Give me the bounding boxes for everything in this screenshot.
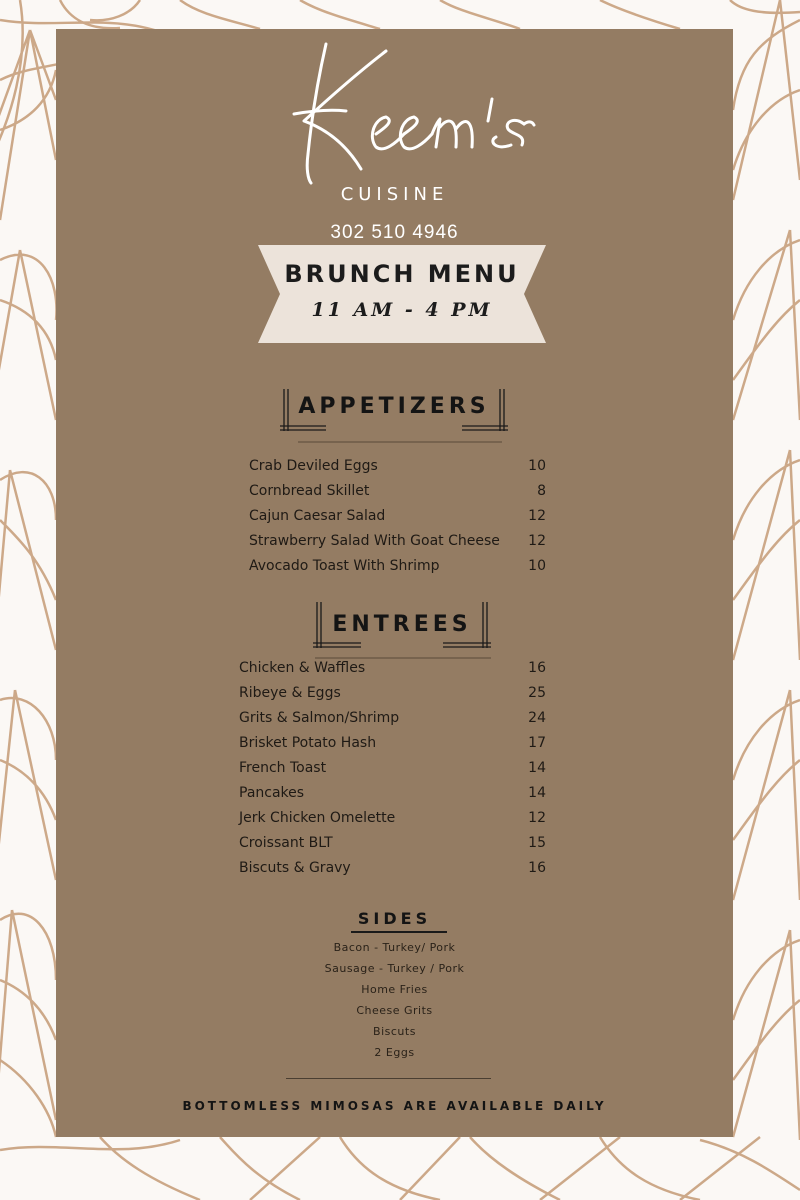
- phone-number: 302 510 4946: [330, 222, 459, 243]
- menu-item-row: [239, 756, 546, 781]
- menu-item-name: Cajun Caesar Salad: [249, 508, 386, 524]
- menu-item-name: Biscuts & Gravy: [239, 860, 351, 876]
- menu-item-name: Cornbread Skillet: [249, 483, 370, 499]
- menu-item-row: [249, 479, 546, 504]
- menu-item-row: [249, 504, 546, 529]
- side-item: Bacon - Turkey/ Pork: [333, 941, 456, 954]
- brand-subtitle: CUISINE: [340, 184, 449, 205]
- menu-item-price: 10: [528, 558, 546, 574]
- menu-item-price: 12: [528, 810, 546, 826]
- menu-item-row: [239, 856, 546, 881]
- side-item: Cheese Grits: [356, 1004, 433, 1017]
- entrees-header: [313, 602, 491, 660]
- menu-item-name: Avocado Toast With Shrimp: [249, 558, 440, 574]
- menu-item-price: 12: [528, 508, 546, 524]
- menu-item-price: 17: [528, 735, 546, 751]
- menu-item-price: 24: [528, 710, 546, 726]
- menu-item-row: [239, 681, 546, 706]
- appetizers-list: [249, 454, 546, 579]
- sides-list: [56, 937, 733, 1063]
- footer-divider: [286, 1078, 491, 1079]
- menu-item-price: 15: [528, 835, 546, 851]
- menu-item-row: [249, 454, 546, 479]
- menu-item-name: Crab Deviled Eggs: [249, 458, 378, 474]
- sides-underline: [351, 931, 447, 933]
- menu-item-price: 16: [528, 860, 546, 876]
- side-item: 2 Eggs: [374, 1046, 415, 1059]
- menu-item-price: 25: [528, 685, 546, 701]
- side-item: Sausage - Turkey / Pork: [324, 962, 465, 975]
- menu-item-price: 10: [528, 458, 546, 474]
- menu-item-name: Jerk Chicken Omelette: [239, 810, 396, 826]
- menu-item-row: [249, 554, 546, 579]
- menu-item-row: [239, 781, 546, 806]
- menu-item-price: 16: [528, 660, 546, 676]
- menu-item-name: Brisket Potato Hash: [239, 735, 377, 751]
- appetizers-header: [280, 389, 508, 444]
- menu-item-price: 14: [528, 760, 546, 776]
- menu-item-row: [239, 731, 546, 756]
- menu-title: BRUNCH MENU: [284, 260, 520, 288]
- menu-hours: 11 AM - 4 PM: [311, 299, 493, 321]
- menu-item-name: Ribeye & Eggs: [239, 685, 341, 701]
- keems-script-logo: [56, 29, 733, 199]
- menu-item-name: Grits & Salmon/Shrimp: [239, 710, 400, 726]
- entrees-list: [239, 656, 546, 881]
- menu-item-price: 14: [528, 785, 546, 801]
- sides-title: SIDES: [357, 909, 432, 928]
- menu-item-row: [239, 806, 546, 831]
- menu-item-row: [239, 706, 546, 731]
- menu-item-name: Strawberry Salad With Goat Cheese: [249, 533, 500, 549]
- brunch-menu-banner: [258, 245, 546, 343]
- menu-item-name: Pancakes: [239, 785, 305, 801]
- menu-item-row: [239, 831, 546, 856]
- menu-item-name: Chicken & Waffles: [239, 660, 366, 676]
- entrees-title: ENTREES: [332, 612, 472, 637]
- menu-item-price: 12: [528, 533, 546, 549]
- menu-item-name: Croissant BLT: [239, 835, 333, 851]
- side-item: Home Fries: [361, 983, 428, 996]
- menu-item-price: 8: [537, 483, 546, 499]
- menu-card: [56, 29, 733, 1137]
- appetizers-title: APPETIZERS: [298, 394, 490, 419]
- menu-item-name: French Toast: [239, 760, 327, 776]
- menu-item-row: [249, 529, 546, 554]
- side-item: Biscuts: [373, 1025, 416, 1038]
- footer-note: BOTTOMLESS MIMOSAS ARE AVAILABLE DAILY: [182, 1099, 607, 1113]
- menu-item-row: [239, 656, 546, 681]
